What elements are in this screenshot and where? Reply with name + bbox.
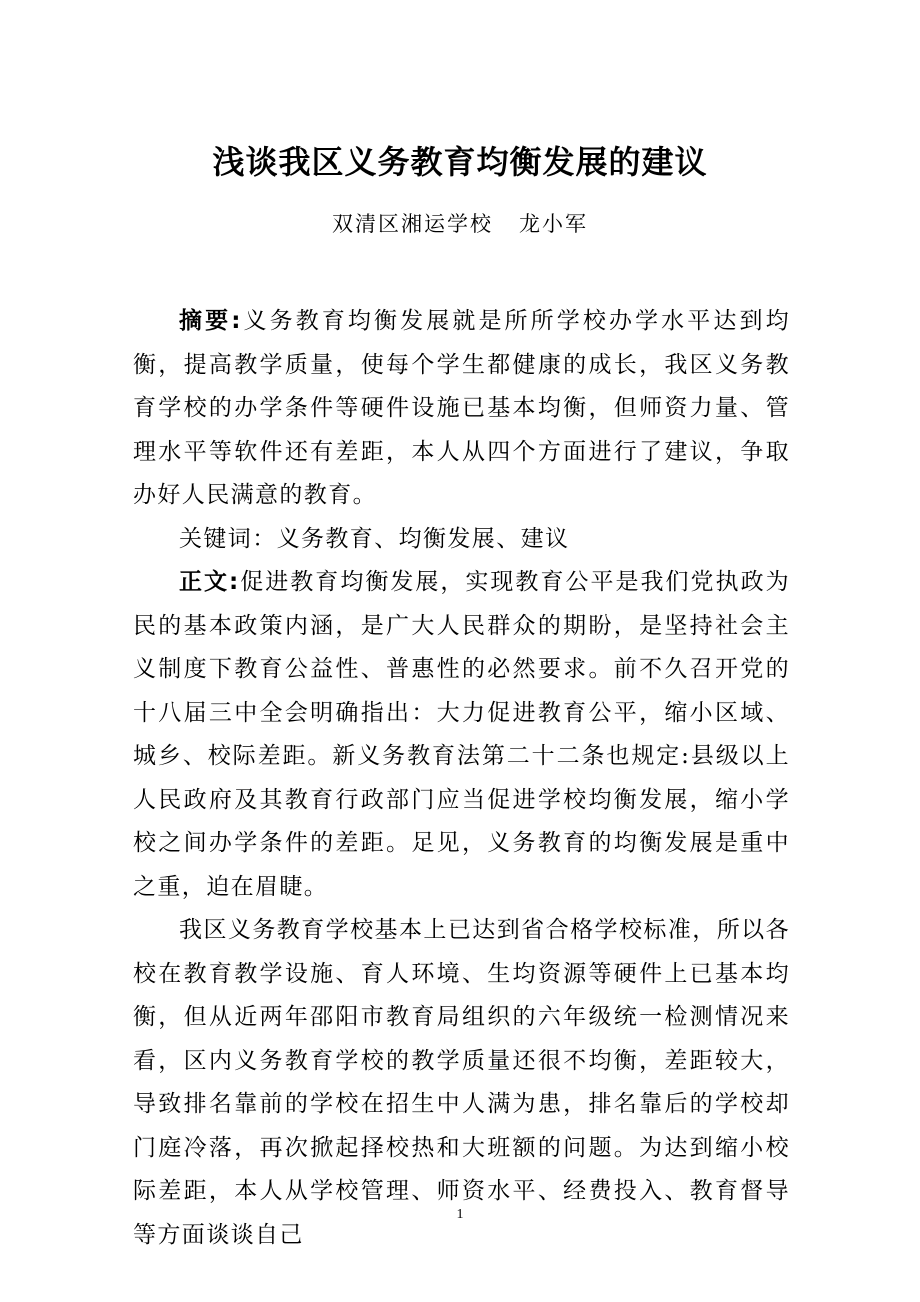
second-paragraph: 我区义务教育学校基本上已达到省合格学校标准，所以各校在教育教学设施、育人环境、生均资源等硬件上已基本均衡，但从近两年邵阳市教育局组织的六年级统一检测情况来看，区内义务教育学校的教学质量还很不均衡，差距较大，导致排名靠前的学校在招生中人满为患，排名靠后的学校却门庭冷落，再次掀起择校热和大班额的问题。为达到缩小校际差距，本人从学校管理、师资水平、经费投入、教育督导等方面谈谈自己 xyxy=(133,917,790,1248)
abstract-paragraph xyxy=(133,300,790,518)
author-name: 龙小军 xyxy=(519,212,588,236)
document-body xyxy=(133,300,790,1257)
page-number: 1 xyxy=(456,1207,464,1222)
keywords-text: 义务教育、均衡发展、建议 xyxy=(276,525,570,552)
body-paragraph xyxy=(133,561,790,909)
keywords-paragraph xyxy=(133,518,790,562)
body-text: 促进教育均衡发展，实现教育公平是我们党执政为民的基本政策内涵，是广大人民群众的期盼，是坚持社会主义制度下教育公益性、普惠性的必然要求。前不久召开党的十八届三中全会明确指出：大力促进教育公平，缩小区域、城乡、校际差距。新义务教育法第二十二条也规定:县级以上人民政府及其教育行政部门应当促进学校均衡发展，缩小学校之间办学条件的差距。足见，义务教育的均衡发展是重中之重，迫在眉睫。 xyxy=(133,569,790,900)
abstract-text: 义务教育均衡发展就是所所学校办学水平达到均衡，提高教学质量，使每个学生都健康的成长，我区义务教育学校的办学条件等硬件设施已基本均衡，但师资力量、管理水平等软件还有差距，本人从四个方面进行了建议，争取办好人民满意的教育。 xyxy=(133,308,790,508)
document-title: 浅谈我区义务教育均衡发展的建议 xyxy=(212,143,708,181)
abstract-label: 摘要: xyxy=(179,308,242,334)
body-label: 正文: xyxy=(179,569,240,595)
author-school: 双清区湘运学校 xyxy=(332,212,493,236)
keywords-label: 关键词： xyxy=(179,525,277,552)
author-line xyxy=(0,207,920,241)
